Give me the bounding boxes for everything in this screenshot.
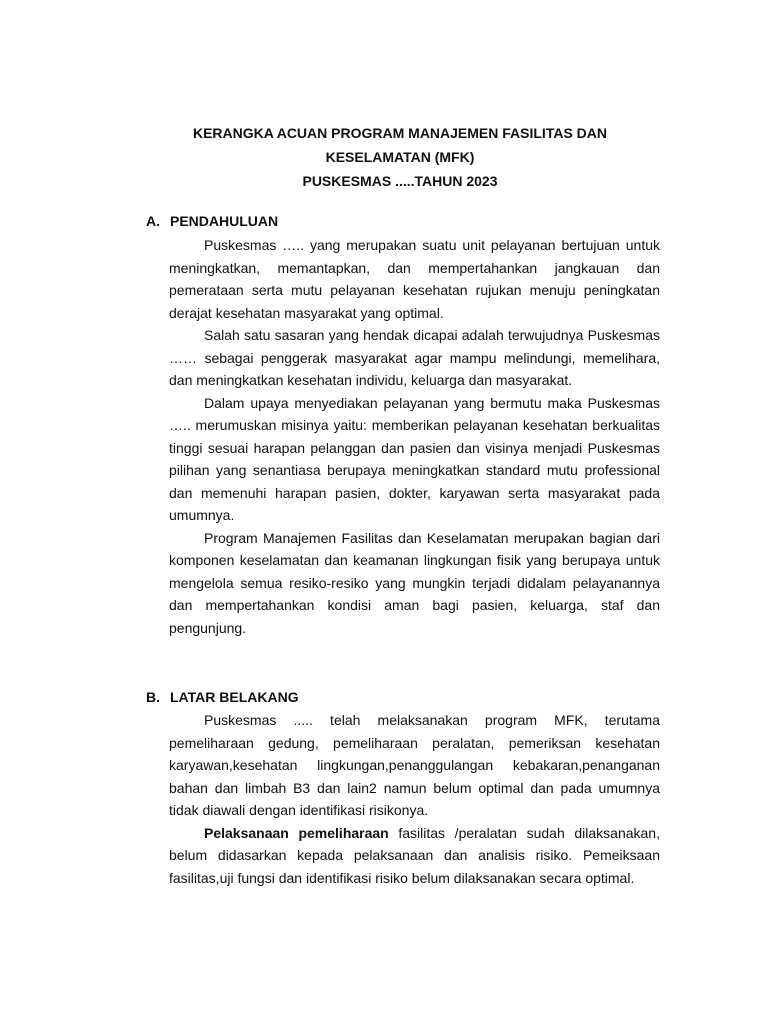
section-a-heading <box>146 211 278 231</box>
title-line-3: PUSKESMAS .....TAHUN 2023 <box>302 173 498 189</box>
paragraph-mixed <box>169 822 660 890</box>
section-a-title: PENDAHULUAN <box>170 213 279 229</box>
paragraph-rest-text: fasilitas /peralatan sudah dilaksanakan, belum didasarkan kepada pelaksanaan dan analisis risiko. Pemeiksaan fasilitas,uji fungsi dan identifikasi risiko belum dilaksanakan secara optimal. <box>169 824 660 886</box>
paragraph: Program Manajemen Fasilitas dan Keselamatan merupakan bagian dari komponen keselamatan dan keamanan lingkungan fisik yang berupaya untuk mengelola semua resiko-resiko yang mungkin terjadi didalam pelayanannya dan mempertahankan kondisi aman bagi pasien, keluarga, staf dan pengunjung. <box>169 529 660 636</box>
section-b-number: B. <box>146 689 160 705</box>
paragraph: Salah satu sasaran yang hendak dicapai adalah terwujudnya Puskesmas …… sebagai penggerak masyarakat agar mampu melindungi, memelihara, dan meningkatkan kesehatan individu, keluarga dan masyarakat. <box>169 327 660 388</box>
paragraph: Puskesmas ..... telah melaksanakan program MFK, terutama pemeliharaan gedung, pemeliharaan peralatan, pemeriksan kesehatan karyawan,kesehatan lingkungan,penanggulangan kebakaran,penanganan bahan dan limbah B3 dan lain2 namun belum optimal dan pada umumnya tidak diawali dengan identifikasi risikonya. <box>169 712 660 818</box>
paragraph: Puskesmas ….. yang merupakan suatu unit pelayanan bertujuan untuk meningkatkan, memantapkan, dan mempertahankan jangkauan dan pemerataan serta mutu pelayanan kesehatan rujukan menuju peningkatan derajat kesehatan masyarakat yang optimal. <box>169 237 660 321</box>
section-b-heading <box>146 687 299 707</box>
document-title <box>0 121 768 193</box>
section-b-body <box>169 709 660 889</box>
section-a-number: A. <box>146 213 160 229</box>
title-line-1: KERANGKA ACUAN PROGRAM MANAJEMEN FASILITAS DAN <box>192 125 608 141</box>
bold-lead-text: Pelaksanaan pemeliharaan <box>204 824 389 841</box>
section-a-body <box>169 234 660 639</box>
section-b-title: LATAR BELAKANG <box>170 689 299 705</box>
title-line-2: KESELAMATAN (MFK) <box>325 149 475 165</box>
paragraph: Dalam upaya menyediakan pelayanan yang bermutu maka Puskesmas ….. merumuskan misinya yaitu: memberikan pelayanan kesehatan berkualitas tinggi sesuai harapan pelanggan dan pasien dan visinya menjadi Puskesmas pilihan yang senantiasa berupaya meningkatkan standard mutu professional dan memenuhi harapan pasien, dokter, karyawan serta masyarakat pada umumnya. <box>169 394 660 523</box>
